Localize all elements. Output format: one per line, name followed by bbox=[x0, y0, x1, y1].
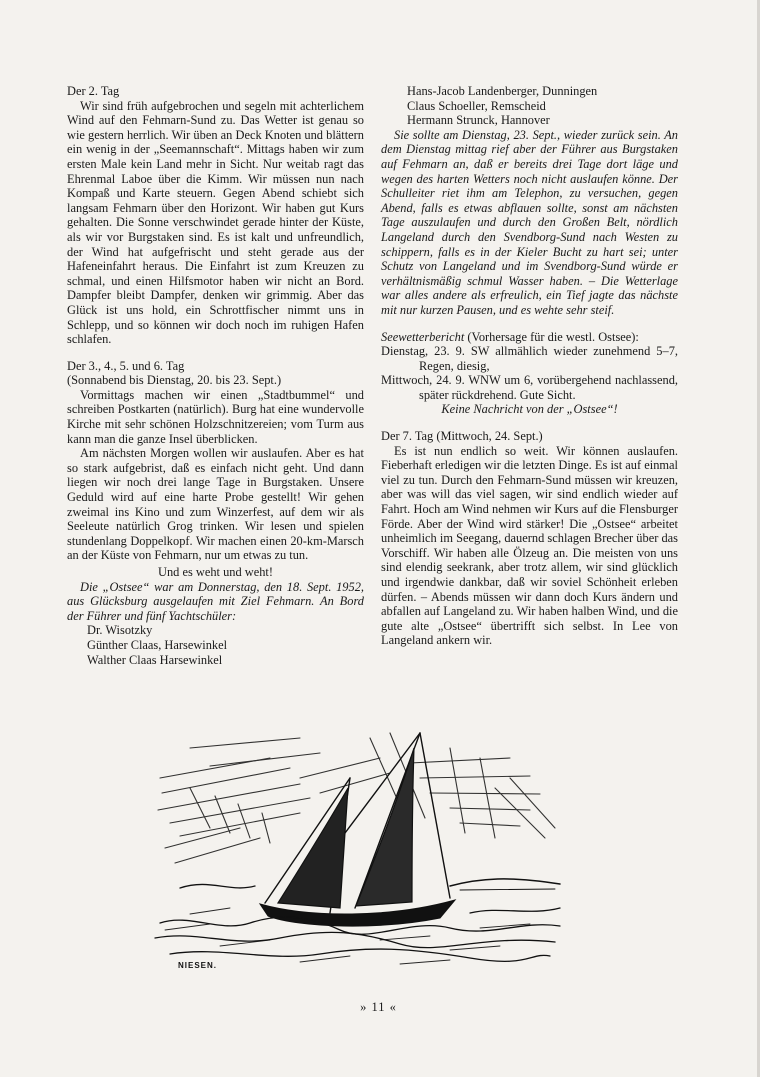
days-dates: (Sonnabend bis Dienstag, 20. bis 23. Sept.) bbox=[67, 373, 282, 388]
weather-report-title bbox=[381, 330, 678, 345]
crew-member: Hans-Jacob Landenberger, Dunningen bbox=[407, 84, 598, 98]
no-news-line: Keine Nachricht von der „Ostsee“! bbox=[441, 402, 618, 417]
right-column bbox=[381, 84, 678, 648]
day2-body: Wir sind früh aufgebrochen und segeln mit achterlichem Wind auf den Fehmarn-Sund zu. Das Wetter ist genau so wie gestern herrlich. Wir üben an Deck Knoten und blättern ein wenig in der „Seemannschaft“. Mittags haben wir zum ersten Male kein Land mehr in Sicht. Nur weitab ragt das Ehrenmal Laboe über die Kimm. Wir müssen nun nach Kompaß und Karte steuern. Gegen Abend schiebt sich langsam Fehmarn über den Horizont. Wir haben gut Kurs gehalten. Die Sonne verschwindet gerade hinter der Küste, als wir vor Burgstaken sind. Es ist kalt und unfreundlich, der Wind hat aufgefrischt und steht gerade aus der Hafeneinfahrt heraus. Die Einfahrt ist zum Kreuzen zu schmal, und einen Hilfsmotor haben wir nicht an Bord. Dampfer bleibt Dampfer, denken wir grimmig. Aber das Glück ist uns hold, ein Schrottfischer nimmt uns in Schlepp, und so können wir doch noch im ruhigen Hafen schlafen. bbox=[67, 98, 364, 347]
weather-tuesday: Dienstag, 23. 9. SW allmählich wieder zunehmend 5–7, Regen, diesig, bbox=[381, 344, 678, 373]
crew-list-left bbox=[67, 623, 364, 667]
day7-heading: Der 7. Tag (Mittwoch, 24. Sept.) bbox=[381, 429, 543, 444]
days-paragraph-2: Am nächsten Morgen wollen wir auslaufen. Aber es hat so stark aufgebrist, daß es einfach nicht geht. Und dann liegen wir noch drei lange Tage in Burgstaken. Unsere Geduld wird auf eine harte Probe gestellt! Wir gehen zweimal ins Kino und zum Winzerfest, auf dem wir als Seeleute natürlich Grog trinken. Wir lesen und spielen stundenlang Doppelkopf. Wir machen einen 20-km-Marsch an der Küste von Fehmarn, nur um etwas zu tun. bbox=[67, 446, 364, 563]
crew-member: Hermann Strunck, Hannover bbox=[407, 113, 550, 128]
crew-member: Günther Claas, Harsewinkel bbox=[87, 637, 228, 652]
crew-member: Claus Schoeller, Remscheid bbox=[407, 98, 546, 113]
day7-body: Es ist nun endlich so weit. Wir können auslaufen. Fieberhaft erledigen wir die letzten Dinge. Es ist auf einmal viel zu tun. Durch den Fehmarn-Sund müssen wir kreuzen, aber was will das viel sagen, wir sind endlich wieder auf Fahrt. Hoch am Wind nehmen wir Kurs auf die Flensburger Förde. Aber der Wind wird stärker! Die „Ostsee“ arbeitet unheimlich im Seegang, dauernd schlagen Brecher über das Vorschiff. Wir haben alle Ölzeug an. Die meisten von uns sind elendig seekrank, aber trotz allem, wir sind glücklich und irgendwie dankbar, daß wir soviel Schönheit erleben dürfen. – Abends müssen wir dann doch Kurs ändern und abfallen auf Langeland zu. Wir haben halben Wind, und die gute alte „Ostsee“ übertrifft sich selbst. In Lee von Langeland ankern wir. bbox=[381, 443, 678, 648]
weather-title-rest: (Vorhersage für die westl. Ostsee): bbox=[464, 329, 639, 344]
days-heading: Der 3., 4., 5. und 6. Tag bbox=[67, 358, 185, 373]
weather-wednesday: Mittwoch, 24. 9. WNW um 6, vorübergehend nachlassend, später rückdrehend. Gute Sicht. bbox=[381, 373, 678, 402]
crew-member: Dr. Wisotzky bbox=[87, 623, 153, 638]
return-note: Sie sollte am Dienstag, 23. Sept., wieder zurück sein. An dem Dienstag mittag rief aber der Führer aus Burgstaken auf Fehmarn an, daß er bereits drei Tage dort läge und wegen des harten Wetters noch nicht auslaufen könne. Der Schulleiter riet ihm am Telephon, zu versuchen, gegen Abend, falls es etwas abflauen sollte, sonst am nächsten Tage auszulaufen und durch den Großen Belt, nördlich Langeland durch den Svendborg-Sund nach Westen zu schippern, falls es in der Kieler Bucht zu hart sei; unter Schutz von Langeland und im Svendborg-Sund würde er verhältnismäßig schmul Wasser haben. – Die Wetterlage war alles andere als erfreulich, ein Tief jagte das nächste mit nur kurzen Pausen, und es wehte sehr steif. bbox=[381, 127, 678, 317]
crew-list-right bbox=[381, 84, 678, 128]
sailboat-illustration bbox=[150, 718, 570, 976]
ostsee-note: Die „Ostsee“ war am Donnerstag, den 18. Sept. 1952, aus Glücksburg ausgelaufen mit Ziel Fehmarn. An Bord der Führer und fünf Yachtschüler: bbox=[67, 579, 364, 623]
days-paragraph-1: Vormittags machen wir einen „Stadtbummel“ und schreiben Postkarten (natürlich). Burg hat eine wundervolle Kirche mit sehr schönen Holzschnitzereien; vom Turm aus kann man die ganze Insel überblicken. bbox=[67, 387, 364, 446]
artist-signature: NIESEN. bbox=[178, 961, 218, 970]
left-column bbox=[67, 84, 364, 667]
crew-member: Walther Claas Harsewinkel bbox=[87, 652, 223, 667]
weather-title-label: Seewetterbericht bbox=[381, 329, 465, 344]
day2-heading: Der 2. Tag bbox=[67, 84, 120, 98]
page-number: » 11 « bbox=[360, 1000, 397, 1014]
wind-line: Und es weht und weht! bbox=[158, 565, 273, 579]
